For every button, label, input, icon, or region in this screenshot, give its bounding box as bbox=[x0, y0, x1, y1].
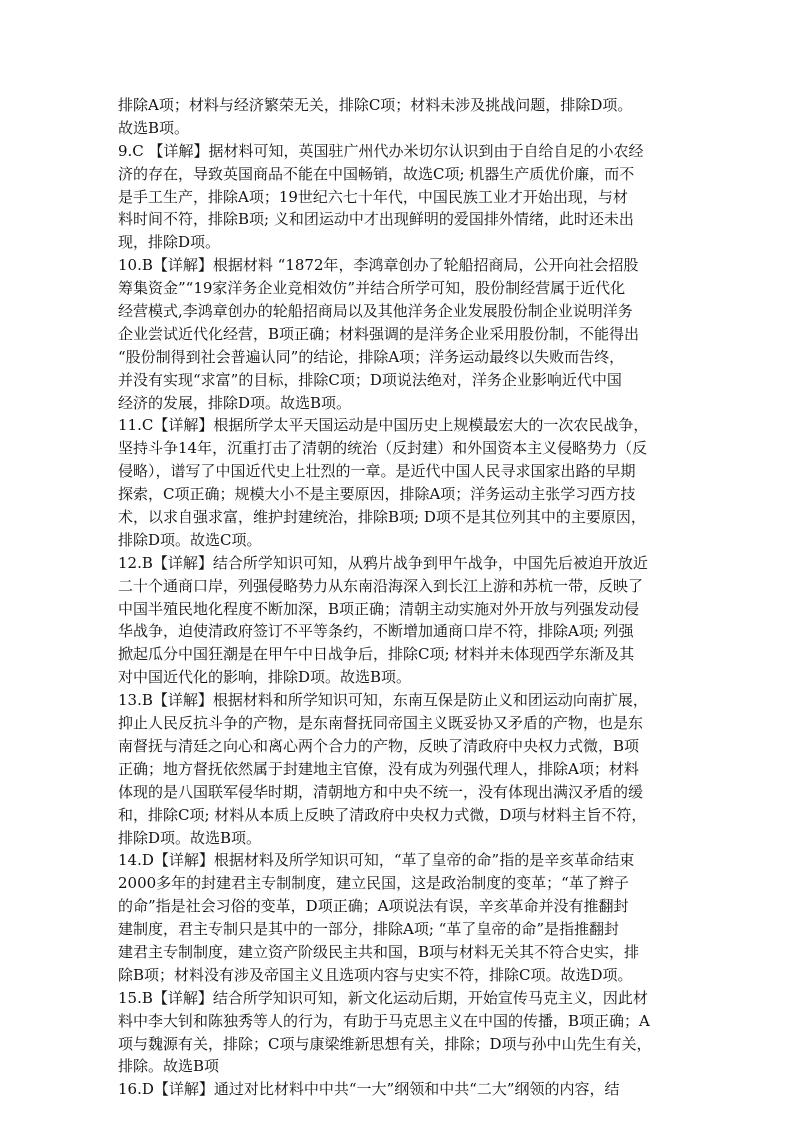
text-line: 企业尝试近代化经营，B项正确；材料强调的是洋务企业采用股份制，不能得出 bbox=[118, 324, 640, 343]
answer-paragraph bbox=[118, 552, 684, 689]
answer-paragraph bbox=[118, 140, 684, 254]
text-line: 并没有实现“求富”的目标，排除C项；D项说法绝对，洋务企业影响近代中国 bbox=[118, 370, 622, 389]
text-line: 经营模式,李鸿章创办的轮船招商局以及其他洋务企业发展股份制企业说明洋务 bbox=[118, 302, 633, 321]
text-line: 对中国近代化的影响，排除D项。故选B项。 bbox=[118, 668, 412, 687]
text-line: 探索，C项正确；规模大小不是主要原因，排除A项；洋务运动主张学习西方技 bbox=[118, 485, 636, 504]
text-line: “股份制得到社会普遍认同”的结论，排除A项；洋务运动最终以失败而告终， bbox=[118, 347, 625, 366]
text-line: 15.B【详解】结合所学知识可知，新文化运动后期，开始宣传马克主义，因此材 bbox=[118, 988, 648, 1007]
text-line: 12.B【详解】结合所学知识可知，从鸦片战争到甲午战争，中国先后被迫开放近 bbox=[118, 553, 648, 572]
text-line: 是手工生产，排除A项；19世纪六七十年代，中国民族工业才开始出现，与材 bbox=[118, 187, 628, 206]
answer-paragraph bbox=[118, 1078, 684, 1101]
text-line: 项与魏源有关，排除；C项与康梁维新思想有关，排除；D项与孙中山先生有关， bbox=[118, 1034, 652, 1053]
text-line: 排除A项；材料与经济繁荣无关，排除C项；材料未涉及挑战问题，排除D项。 bbox=[118, 96, 633, 114]
text-line: 16.D【详解】通过对比材料中中共“一大”纲领和中共“二大”纲领的内容，结 bbox=[118, 1080, 620, 1099]
answer-paragraph bbox=[118, 689, 684, 849]
answer-paragraph bbox=[118, 987, 684, 1079]
text-line: 经济的发展，排除D项。故选B项。 bbox=[118, 393, 352, 412]
text-line: 术，以求自强求富，维护封建统治，排除B项; D项不是其位列其中的主要原因， bbox=[118, 508, 646, 527]
answer-paragraph bbox=[118, 414, 684, 551]
text-line: 13.B【详解】根据材料和所学知识可知，东南互保是防止义和团运动向南扩展， bbox=[118, 691, 648, 710]
text-line: 排除。故选B项 bbox=[118, 1057, 220, 1076]
text-line: 体现的是八国联军侵华时期，清朝地方和中央不统一，没有体现出满汉矛盾的缓 bbox=[118, 782, 644, 801]
text-line: 排除D项。故选C项。 bbox=[118, 530, 262, 549]
text-line: 建制度，君主专制只是其中的一部分，排除A项; “革了皇帝的命”是指推翻封 bbox=[118, 920, 619, 939]
text-line: 二十个通商口岸，列强侵略势力从东南沿海深入到长江上游和苏杭一带，反映了 bbox=[118, 576, 644, 595]
text-line: 侵略），谱写了中国近代史上壮烈的一章。是近代中国人民寻求国家出路的早期 bbox=[118, 462, 636, 481]
text-line: 正确；地方督抚依然属于封建地主官僚，没有成为列强代理人，排除A项；材料 bbox=[118, 759, 639, 778]
text-line: 料时间不符，排除B项; 义和团运动中才出现鲜明的爱国排外情绪，此时还未出 bbox=[118, 210, 634, 229]
text-line: 的命”指是社会习俗的变革，D项正确；A项说法有误，辛亥革命并没有推翻封 bbox=[118, 897, 629, 916]
text-line: 故选B项。 bbox=[118, 118, 190, 137]
answer-paragraph bbox=[118, 849, 684, 986]
text-line: 9.C 【详解】据材料可知，英国驻广州代办米切尔认识到由于自给自足的小农经 bbox=[118, 141, 644, 160]
text-line: 现，排除D项。 bbox=[118, 233, 221, 252]
answer-paragraph bbox=[118, 254, 684, 414]
text-line: 掀起瓜分中国狂潮是在甲午中日战争后，排除C项; 材料并未体现西学东渐及其 bbox=[118, 645, 635, 664]
text-line: 华战争，迫使清政府签订不平等条约，不断增加通商口岸不符，排除A项; 列强 bbox=[118, 622, 634, 641]
text-line: 除B项；材料没有涉及帝国主义且选项内容与史实不符，排除C项。故选D项。 bbox=[118, 965, 633, 984]
text-line: 筹集资金”“19家洋务企业竞相效仿”并结合所学可知，股份制经营属于近代化 bbox=[118, 279, 626, 298]
text-line: 排除D项。故选B项。 bbox=[118, 828, 262, 847]
text-line: 抑止人民反抗斗争的产物，是东南督抚同帝国主义既妥协又矛盾的产物，也是东 bbox=[118, 714, 644, 733]
text-line: 建君主专制制度，建立资产阶级民主共和国，B项与材料无关其不符合史实，排 bbox=[118, 942, 640, 961]
answer-paragraph bbox=[118, 94, 684, 140]
text-line: 11.C【详解】根据所学太平天国运动是中国历史上规模最宏大的一次农民战争， bbox=[118, 416, 649, 435]
text-line: 料中李大钊和陈独秀等人的行为，有助于马克思主义在中国的传播，B项正确；A bbox=[118, 1011, 650, 1030]
text-line: 南督抚与清廷之向心和离心两个合力的产物，反映了清政府中央权力式微，B项 bbox=[118, 736, 640, 755]
text-line: 和，排除C项; 材料从本质上反映了清政府中央权力式微，D项与材料主旨不符， bbox=[118, 805, 647, 824]
answer-explanation-page bbox=[118, 94, 684, 1101]
text-line: 济的存在，导致英国商品不能在中国畅销，故选C项; 机器生产质优价廉，而不 bbox=[118, 164, 635, 183]
text-line: 14.D【详解】根据材料及所学知识可知，“革了皇帝的命”指的是辛亥革命结束 bbox=[118, 851, 635, 870]
text-line: 2000多年的封建君主专制制度，建立民国，这是政治制度的变革；“革了辫子 bbox=[118, 874, 629, 893]
text-line: 中国半殖民地化程度不断加深，B项正确；清朝主动实施对外开放与列强发动侵 bbox=[118, 599, 640, 618]
text-line: 10.B【详解】根据材料 “1872年，李鸿章创办了轮船招商局，公开向社会招股 bbox=[118, 256, 639, 275]
text-line: 坚持斗争14年，沉重打击了清朝的统治（反封建）和外国资本主义侵略势力（反 bbox=[118, 439, 648, 458]
